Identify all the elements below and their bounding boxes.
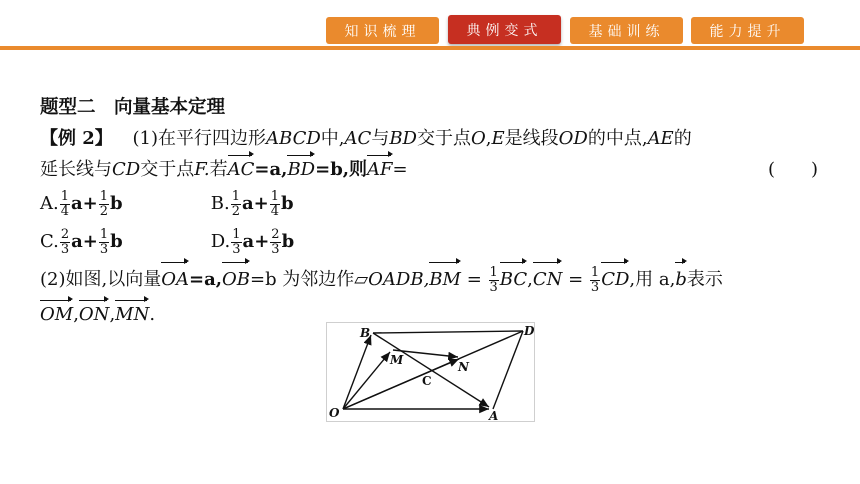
tab-label: 基础训练 [588, 23, 665, 40]
text: ABCD [266, 128, 321, 149]
vector-bc: BC [500, 261, 527, 299]
text: , [485, 128, 492, 149]
text: =a, [188, 269, 222, 290]
text: OADB, [368, 269, 430, 290]
label-c: C [422, 374, 432, 388]
text: 若 [209, 159, 228, 180]
text: b [110, 231, 123, 252]
text: 2 [231, 203, 240, 219]
text: 交于点 [416, 128, 471, 149]
text: 中, [320, 128, 345, 149]
text: 3 [232, 241, 241, 257]
fraction [99, 228, 109, 257]
text: 1 [270, 188, 279, 204]
text: A. [40, 193, 59, 214]
text: AE [647, 128, 674, 149]
fraction [489, 266, 499, 295]
problem-content [40, 92, 830, 330]
text: O [470, 128, 486, 149]
text: 1 [489, 264, 498, 280]
answer-blank: ( ) [768, 159, 819, 180]
parallelogram-diagram [327, 323, 534, 421]
options-row-2 [40, 223, 830, 261]
option-c [40, 223, 205, 261]
text: 1 [590, 264, 600, 280]
text: 1 [232, 226, 241, 242]
text: 3 [60, 241, 70, 257]
vector-on: ON [79, 299, 110, 330]
text: CD [112, 159, 141, 180]
text: 1 [99, 226, 109, 242]
label-o: O [329, 406, 340, 420]
text: =b,则 [315, 159, 368, 180]
text: 1 [99, 188, 109, 204]
text: 3 [590, 279, 600, 295]
text: a+ [241, 193, 269, 214]
example-line-1 [40, 123, 830, 154]
text: b [110, 193, 123, 214]
diagonal-ba-arrow [373, 333, 489, 407]
text: 3 [271, 241, 280, 257]
text: b [281, 193, 294, 214]
tab-ability-improvement[interactable] [691, 17, 804, 44]
text: 交于点 [140, 159, 195, 180]
text: 的 [673, 128, 692, 149]
text: AC [344, 128, 372, 149]
text: 3 [99, 241, 109, 257]
text: (2)如图,以向量 [40, 269, 162, 290]
tab-label: 典例变式 [466, 22, 543, 39]
label-b: B [360, 326, 371, 340]
text: , [527, 269, 533, 290]
text: 2 [60, 226, 70, 242]
text: , [109, 304, 116, 325]
example-line-2 [40, 154, 830, 185]
option-b [211, 185, 294, 223]
tab-typical-examples[interactable] [448, 15, 561, 44]
fraction [270, 228, 280, 257]
text: C. [40, 231, 59, 252]
tab-knowledge-review[interactable] [326, 17, 439, 44]
text: = [460, 269, 488, 290]
fraction [231, 228, 241, 257]
parallelogram-figure [326, 322, 535, 422]
text: 4 [60, 203, 70, 219]
text: 3 [489, 279, 498, 295]
text: ,用 a, [629, 269, 676, 290]
text: 2 [271, 226, 280, 242]
fraction [60, 228, 70, 257]
vector-om-arrow [343, 352, 390, 409]
text: 2 [99, 203, 109, 219]
label-m: M [390, 353, 404, 367]
options-row-1 [40, 185, 830, 223]
text: , [73, 304, 79, 325]
text: 4 [270, 203, 279, 219]
text: =b 为邻边作▱ [249, 269, 369, 290]
tab-label: 能力提升 [709, 23, 786, 40]
example-tag: 【例 2】 [40, 128, 113, 149]
fraction [590, 266, 600, 295]
text: =a, [254, 159, 288, 180]
text: BD [389, 128, 417, 149]
vector-bd: BD [287, 154, 315, 185]
vector-bm: BM [429, 261, 461, 299]
fraction [60, 190, 70, 219]
text: a+ [71, 193, 98, 214]
vector-om: OM [40, 299, 73, 330]
text: . [149, 304, 156, 325]
vector-af: AF [367, 154, 393, 185]
text: = [392, 159, 408, 180]
text: B. [210, 193, 230, 214]
text: OD [558, 128, 588, 149]
part2-line-1 [40, 261, 830, 299]
side-bd [373, 331, 523, 333]
text: E [491, 128, 505, 149]
vector-mn: MN [115, 299, 149, 330]
text: 1 [60, 188, 70, 204]
label-d: D [524, 324, 534, 338]
vector-cd: CD [601, 261, 629, 299]
vector-ob-arrow [343, 335, 371, 409]
tab-label: 知识梳理 [344, 23, 421, 40]
text: a+ [71, 231, 98, 252]
vector-ob: OB [222, 261, 250, 299]
text: 与 [371, 128, 390, 149]
text: 是线段 [504, 128, 559, 149]
text: 1 [231, 188, 240, 204]
label-n: N [458, 360, 469, 374]
text: 的中点, [587, 128, 648, 149]
label-a: A [489, 409, 499, 421]
text: 延长线与 [40, 159, 112, 180]
text: a+ [242, 231, 270, 252]
fraction [270, 190, 280, 219]
vector-b: b [675, 261, 687, 299]
option-d [211, 223, 294, 261]
text: (1)在平行四边形 [132, 128, 267, 149]
text: D. [210, 231, 231, 252]
text: F. [194, 159, 210, 180]
vector-ac: AC [228, 154, 255, 185]
top-navigation [0, 0, 860, 50]
section-title: 题型二 向量基本定理 [40, 97, 226, 118]
fraction [99, 190, 109, 219]
fraction [231, 190, 241, 219]
text: 表示 [686, 269, 723, 290]
text: = [562, 269, 589, 290]
tab-basic-training[interactable] [570, 17, 683, 44]
vector-cn: CN [533, 261, 563, 299]
text: b [281, 231, 295, 252]
header-divider [0, 46, 860, 50]
vector-oa: OA [161, 261, 189, 299]
option-a [40, 185, 205, 223]
